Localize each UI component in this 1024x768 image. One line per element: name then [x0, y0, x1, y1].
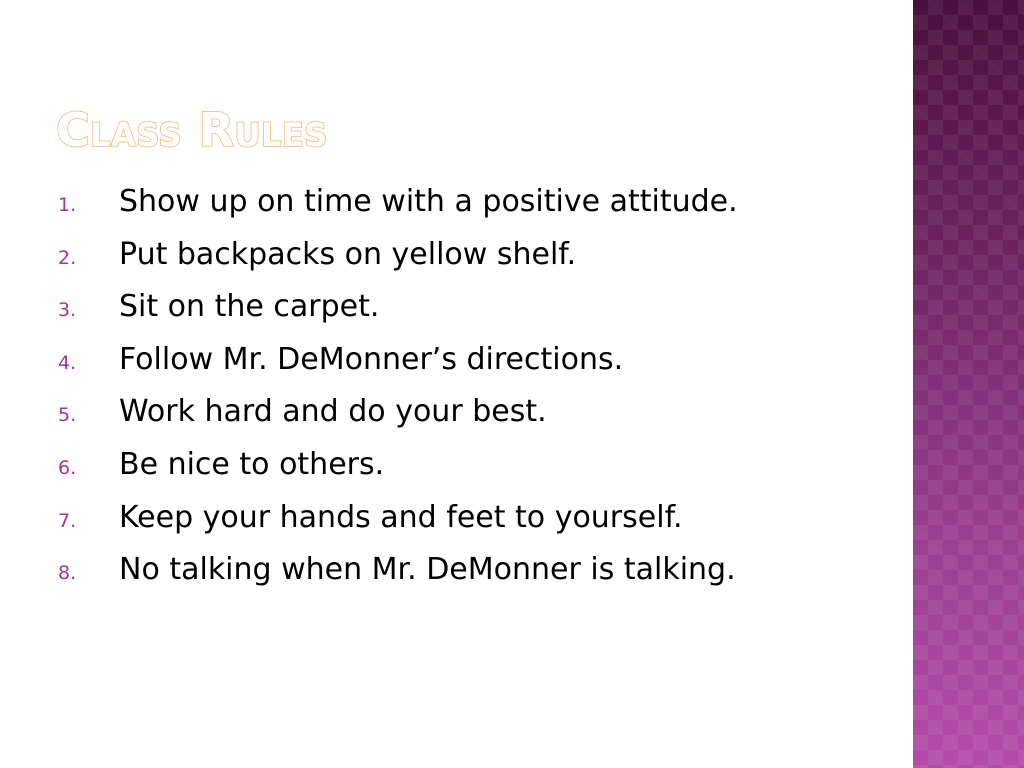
list-item — [58, 394, 898, 447]
rule-text: Follow Mr. DeMonner’s directions. — [119, 341, 624, 377]
rule-number: 2. — [58, 246, 77, 269]
decorative-side-band — [913, 0, 1024, 768]
rule-text: Sit on the carpet. — [119, 289, 380, 325]
rule-number: 5. — [58, 404, 77, 427]
rule-number: 8. — [58, 562, 77, 585]
rule-text: Put backpacks on yellow shelf. — [119, 236, 577, 272]
rule-number: 1. — [58, 194, 77, 216]
rule-number: 3. — [58, 299, 77, 322]
list-item — [58, 237, 898, 290]
rule-number: 6. — [58, 456, 77, 479]
list-item — [58, 552, 898, 605]
list-item — [58, 447, 898, 500]
rule-text: Be nice to others. — [119, 446, 385, 482]
rules-list — [58, 184, 898, 605]
list-item — [58, 500, 898, 553]
list-item — [58, 184, 898, 237]
rule-text: Work hard and do your best. — [119, 394, 547, 430]
rule-number: 4. — [58, 351, 77, 374]
list-item — [58, 342, 898, 395]
rule-text: Keep your hands and feet to yourself. — [119, 499, 683, 535]
slide-title: Class Rules — [56, 103, 328, 157]
rule-text: No talking when Mr. DeMonner is talking. — [119, 552, 736, 588]
rule-text: Show up on time with a positive attitude. — [119, 184, 738, 219]
list-item — [58, 289, 898, 342]
rule-number: 7. — [58, 509, 77, 532]
